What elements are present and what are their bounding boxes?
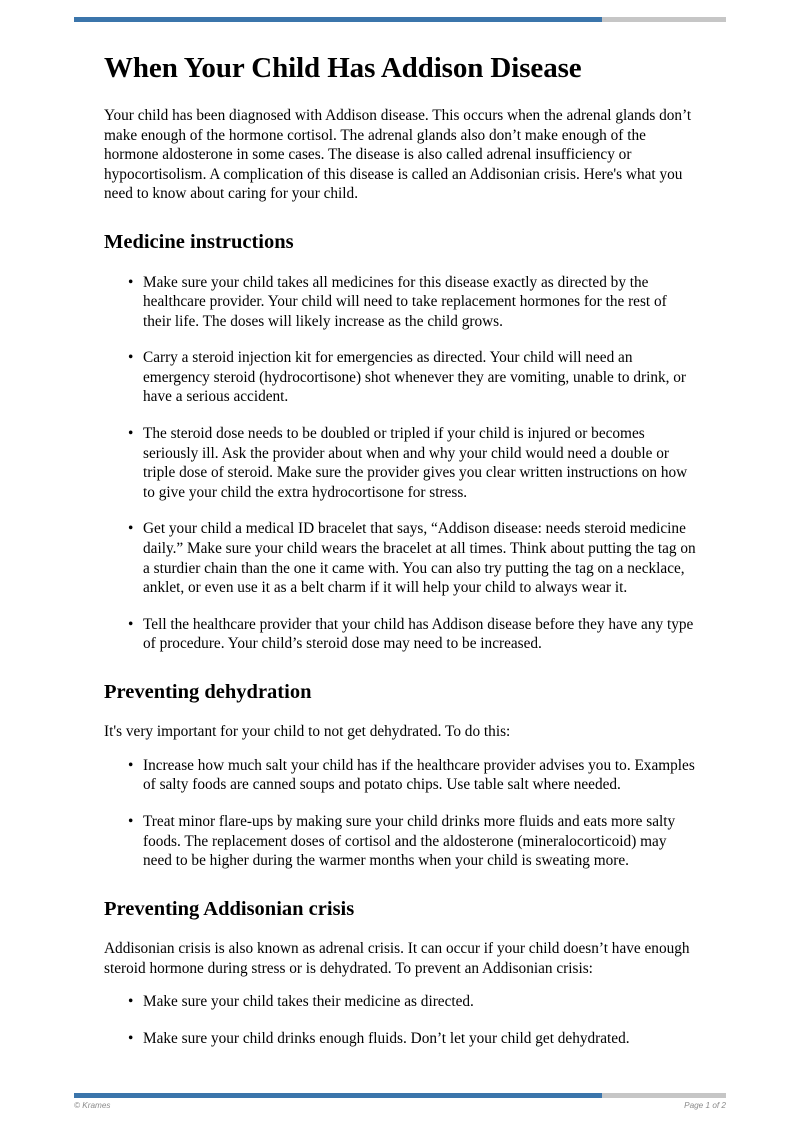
bullet-icon: •	[128, 615, 134, 633]
list-item-text: Increase how much salt your child has if the healthcare provider advises you to. Examples of salty foods are canned soups and potato chips. Use table salt where needed.	[143, 756, 695, 794]
page-footer	[74, 1101, 726, 1110]
list-item	[104, 812, 696, 871]
bullet-icon: •	[128, 813, 134, 831]
list-item-text: Tell the healthcare provider that your child has Addison disease before they have any type of procedure. Your child’s steroid dose may need to be increased.	[143, 615, 694, 653]
list-item	[104, 424, 696, 502]
footer-copyright: © Krames	[74, 1101, 111, 1110]
bullet-icon: •	[128, 273, 134, 291]
list-item-text: The steroid dose needs to be doubled or tripled if your child is injured or becomes seriously ill. Ask the provider about when and why your child would need a double or triple dose of steroid. Make sure the provider gives you clear written instructions on how to give your child the extra hydrocortisone for stress.	[143, 425, 688, 501]
section-bullet-list	[104, 756, 696, 871]
footer-rule-blue-segment	[74, 1093, 602, 1098]
section-heading: Preventing dehydration	[104, 680, 312, 703]
document-section	[104, 897, 696, 1049]
list-item-text: Make sure your child takes their medicine as directed.	[143, 993, 474, 1011]
document-section	[104, 680, 696, 871]
footer-rule-gray-segment	[602, 1093, 726, 1098]
bullet-icon: •	[128, 756, 134, 774]
list-item	[104, 1029, 696, 1049]
list-item	[104, 273, 696, 332]
intro-paragraph: Your child has been diagnosed with Addison disease. This occurs when the adrenal glands don’t make enough of the hormone cortisol. The adrenal glands also don’t make enough of the hormone aldosterone in some cases. The disease is also called adrenal insufficiency or hypocortisolism. A complication of this disease is called an Addisonian crisis. Here's what you need to know about caring for your child.	[104, 107, 692, 203]
section-heading: Preventing Addisonian crisis	[104, 897, 355, 920]
bullet-icon: •	[128, 425, 134, 443]
list-item-text: Treat minor flare-ups by making sure your child drinks more fluids and eats more salty foods. The replacement doses of cortisol and the aldosterone (mineralocorticoid) may need to be higher during the warmer months when your child is sweating more.	[143, 813, 676, 870]
list-item-text: Get your child a medical ID bracelet that says, “Addison disease: needs steroid medicine daily.” Make sure your child wears the bracelet at all times. Think about putting the tag on a sturdier chain than the one it came with. You can also try putting the tag on a necklace, anklet, or even use it as a belt charm if it will help your child to always wear it.	[143, 520, 696, 597]
list-item	[104, 615, 696, 654]
header-rule-blue-segment	[74, 17, 602, 22]
bullet-icon: •	[128, 349, 134, 367]
bullet-icon: •	[128, 993, 134, 1011]
sections-container	[104, 230, 696, 1049]
list-item	[104, 519, 696, 597]
section-heading: Medicine instructions	[104, 230, 294, 253]
bullet-icon: •	[128, 520, 134, 538]
document-section	[104, 230, 696, 654]
list-item	[104, 348, 696, 407]
footer-page-indicator: Page 1 of 2	[684, 1101, 726, 1110]
section-intro-paragraph: It's very important for your child to not get dehydrated. To do this:	[104, 723, 511, 741]
list-item	[104, 756, 696, 795]
list-item-text: Make sure your child takes all medicines for this disease exactly as directed by the healthcare provider. Your child will need to take replacement hormones for the rest of their life. The doses will likely increase as the child grows.	[143, 273, 667, 330]
section-bullet-list	[104, 273, 696, 654]
list-item-text: Carry a steroid injection kit for emergencies as directed. Your child will need an emergency steroid (hydrocortisone) shot whenever they are vomiting, unable to drink, or have a serious accident.	[143, 349, 687, 406]
document-content	[104, 52, 696, 1055]
section-bullet-list	[104, 992, 696, 1048]
header-rule-gray-segment	[602, 17, 726, 22]
page-title: When Your Child Has Addison Disease	[104, 52, 582, 84]
header-rule	[74, 17, 726, 22]
list-item-text: Make sure your child drinks enough fluids. Don’t let your child get dehydrated.	[143, 1029, 630, 1047]
footer-rule	[74, 1093, 726, 1098]
section-intro-paragraph: Addisonian crisis is also known as adrenal crisis. It can occur if your child doesn’t have enough steroid hormone during stress or is dehydrated. To prevent an Addisonian crisis:	[104, 940, 690, 977]
list-item	[104, 992, 696, 1012]
bullet-icon: •	[128, 1029, 134, 1047]
